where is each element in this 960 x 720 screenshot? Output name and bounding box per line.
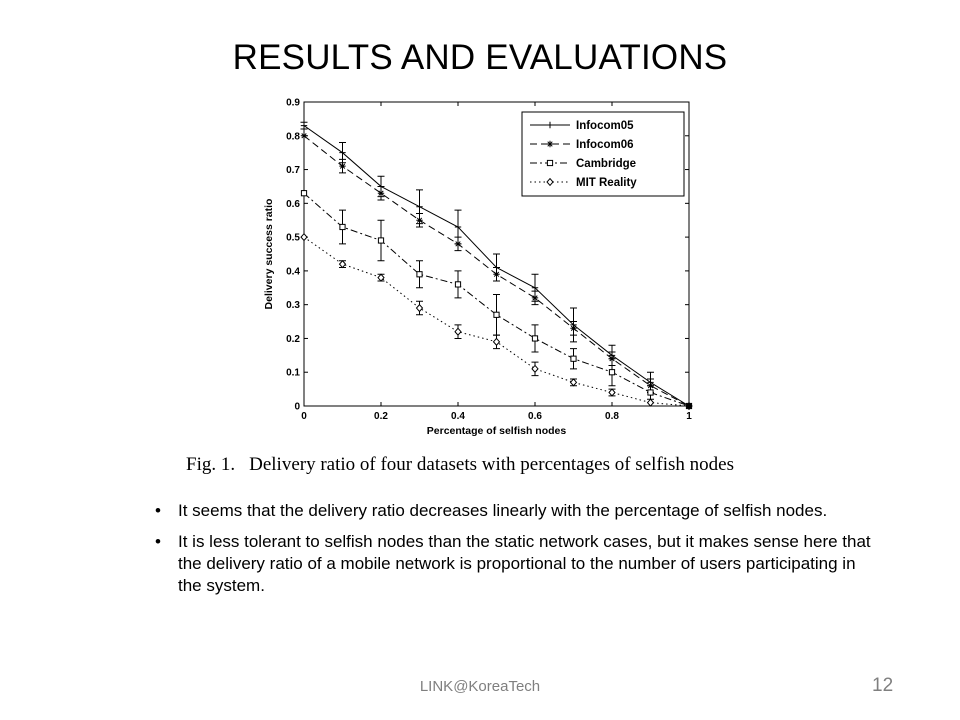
footer-text: LINK@KoreaTech: [419, 678, 541, 695]
data-point-3-3: [417, 305, 423, 312]
data-point-2-6: [532, 336, 537, 341]
bullet-item-1: • It seems that the delivery ratio decreases linearly with the percentage of selfish nodes.: [155, 500, 875, 522]
y-tick-label-4: 0.4: [286, 266, 300, 278]
y-tick-label-7: 0.7: [286, 165, 300, 177]
data-point-3-7: [571, 379, 577, 386]
data-point-2-3: [417, 272, 422, 277]
data-point-2-9: [648, 390, 653, 395]
y-tick-label-2: 0.2: [286, 333, 300, 345]
x-tick-label-0: 0: [301, 411, 307, 422]
data-point-2-1: [340, 224, 345, 229]
data-point-1-3: [416, 217, 422, 223]
delivery-ratio-chart: [255, 90, 700, 445]
data-point-2-4: [455, 282, 460, 287]
y-tick-label-1: 0.1: [286, 367, 300, 379]
data-point-2-2: [378, 238, 383, 243]
y-tick-label-8: 0.8: [286, 131, 300, 143]
y-tick-label-0: 0: [294, 401, 300, 413]
data-point-1-7: [570, 325, 576, 331]
figure-number: Fig. 1.: [186, 454, 236, 475]
legend-label-3: MIT Reality: [576, 177, 637, 189]
data-point-0-3: [416, 204, 422, 210]
y-tick-label-3: 0.3: [286, 300, 300, 312]
data-point-1-1: [339, 163, 345, 169]
y-tick-label-6: 0.6: [286, 198, 300, 210]
data-point-0-0: [301, 122, 307, 128]
data-point-3-4: [455, 328, 461, 335]
x-tick-label-5: 1: [686, 411, 692, 422]
legend-marker-1: [547, 141, 553, 147]
legend-marker-2: [547, 160, 552, 165]
slide-title: RESULTS AND EVALUATIONS: [232, 38, 728, 77]
x-tick-label-1: 0.2: [374, 411, 388, 422]
data-point-1-2: [378, 190, 384, 196]
data-point-3-5: [494, 338, 500, 345]
data-point-3-0: [301, 234, 307, 241]
figure-caption: [186, 454, 734, 476]
data-point-3-2: [378, 274, 384, 281]
y-axis-label: Delivery success ratio: [263, 198, 275, 310]
data-point-2-8: [609, 370, 614, 375]
data-point-2-5: [494, 312, 499, 317]
legend-label-0: Infocom05: [576, 120, 634, 132]
data-point-2-7: [571, 356, 576, 361]
x-axis-label: Percentage of selfish nodes: [426, 425, 567, 437]
page-number: 12: [872, 675, 894, 696]
legend-label-2: Cambridge: [576, 158, 637, 170]
data-point-3-6: [532, 365, 538, 372]
data-point-1-5: [493, 271, 499, 277]
bullet-item-2: • It is less tolerant to selfish nodes than the static network cases, but it makes sense here that the delivery ratio of a mobile network is proportional to the number of users participating in the system.: [155, 531, 875, 597]
figure-caption-text: Delivery ratio of four datasets with percentages of selfish nodes: [249, 454, 734, 475]
data-point-1-0: [301, 133, 307, 139]
x-tick-label-2: 0.4: [451, 411, 465, 422]
data-point-3-1: [340, 261, 346, 268]
y-tick-label-5: 0.5: [286, 232, 300, 244]
bullet-list: [155, 500, 875, 606]
data-point-1-6: [532, 295, 538, 301]
data-point-3-9: [648, 399, 654, 406]
data-point-3-8: [609, 389, 615, 396]
x-tick-label-3: 0.6: [528, 411, 542, 422]
y-tick-label-9: 0.9: [286, 97, 300, 109]
data-point-2-0: [301, 191, 306, 196]
end-point-dot: [686, 403, 691, 408]
x-tick-label-4: 0.8: [605, 411, 619, 422]
legend-label-1: Infocom06: [576, 139, 634, 151]
data-point-1-4: [455, 241, 461, 247]
